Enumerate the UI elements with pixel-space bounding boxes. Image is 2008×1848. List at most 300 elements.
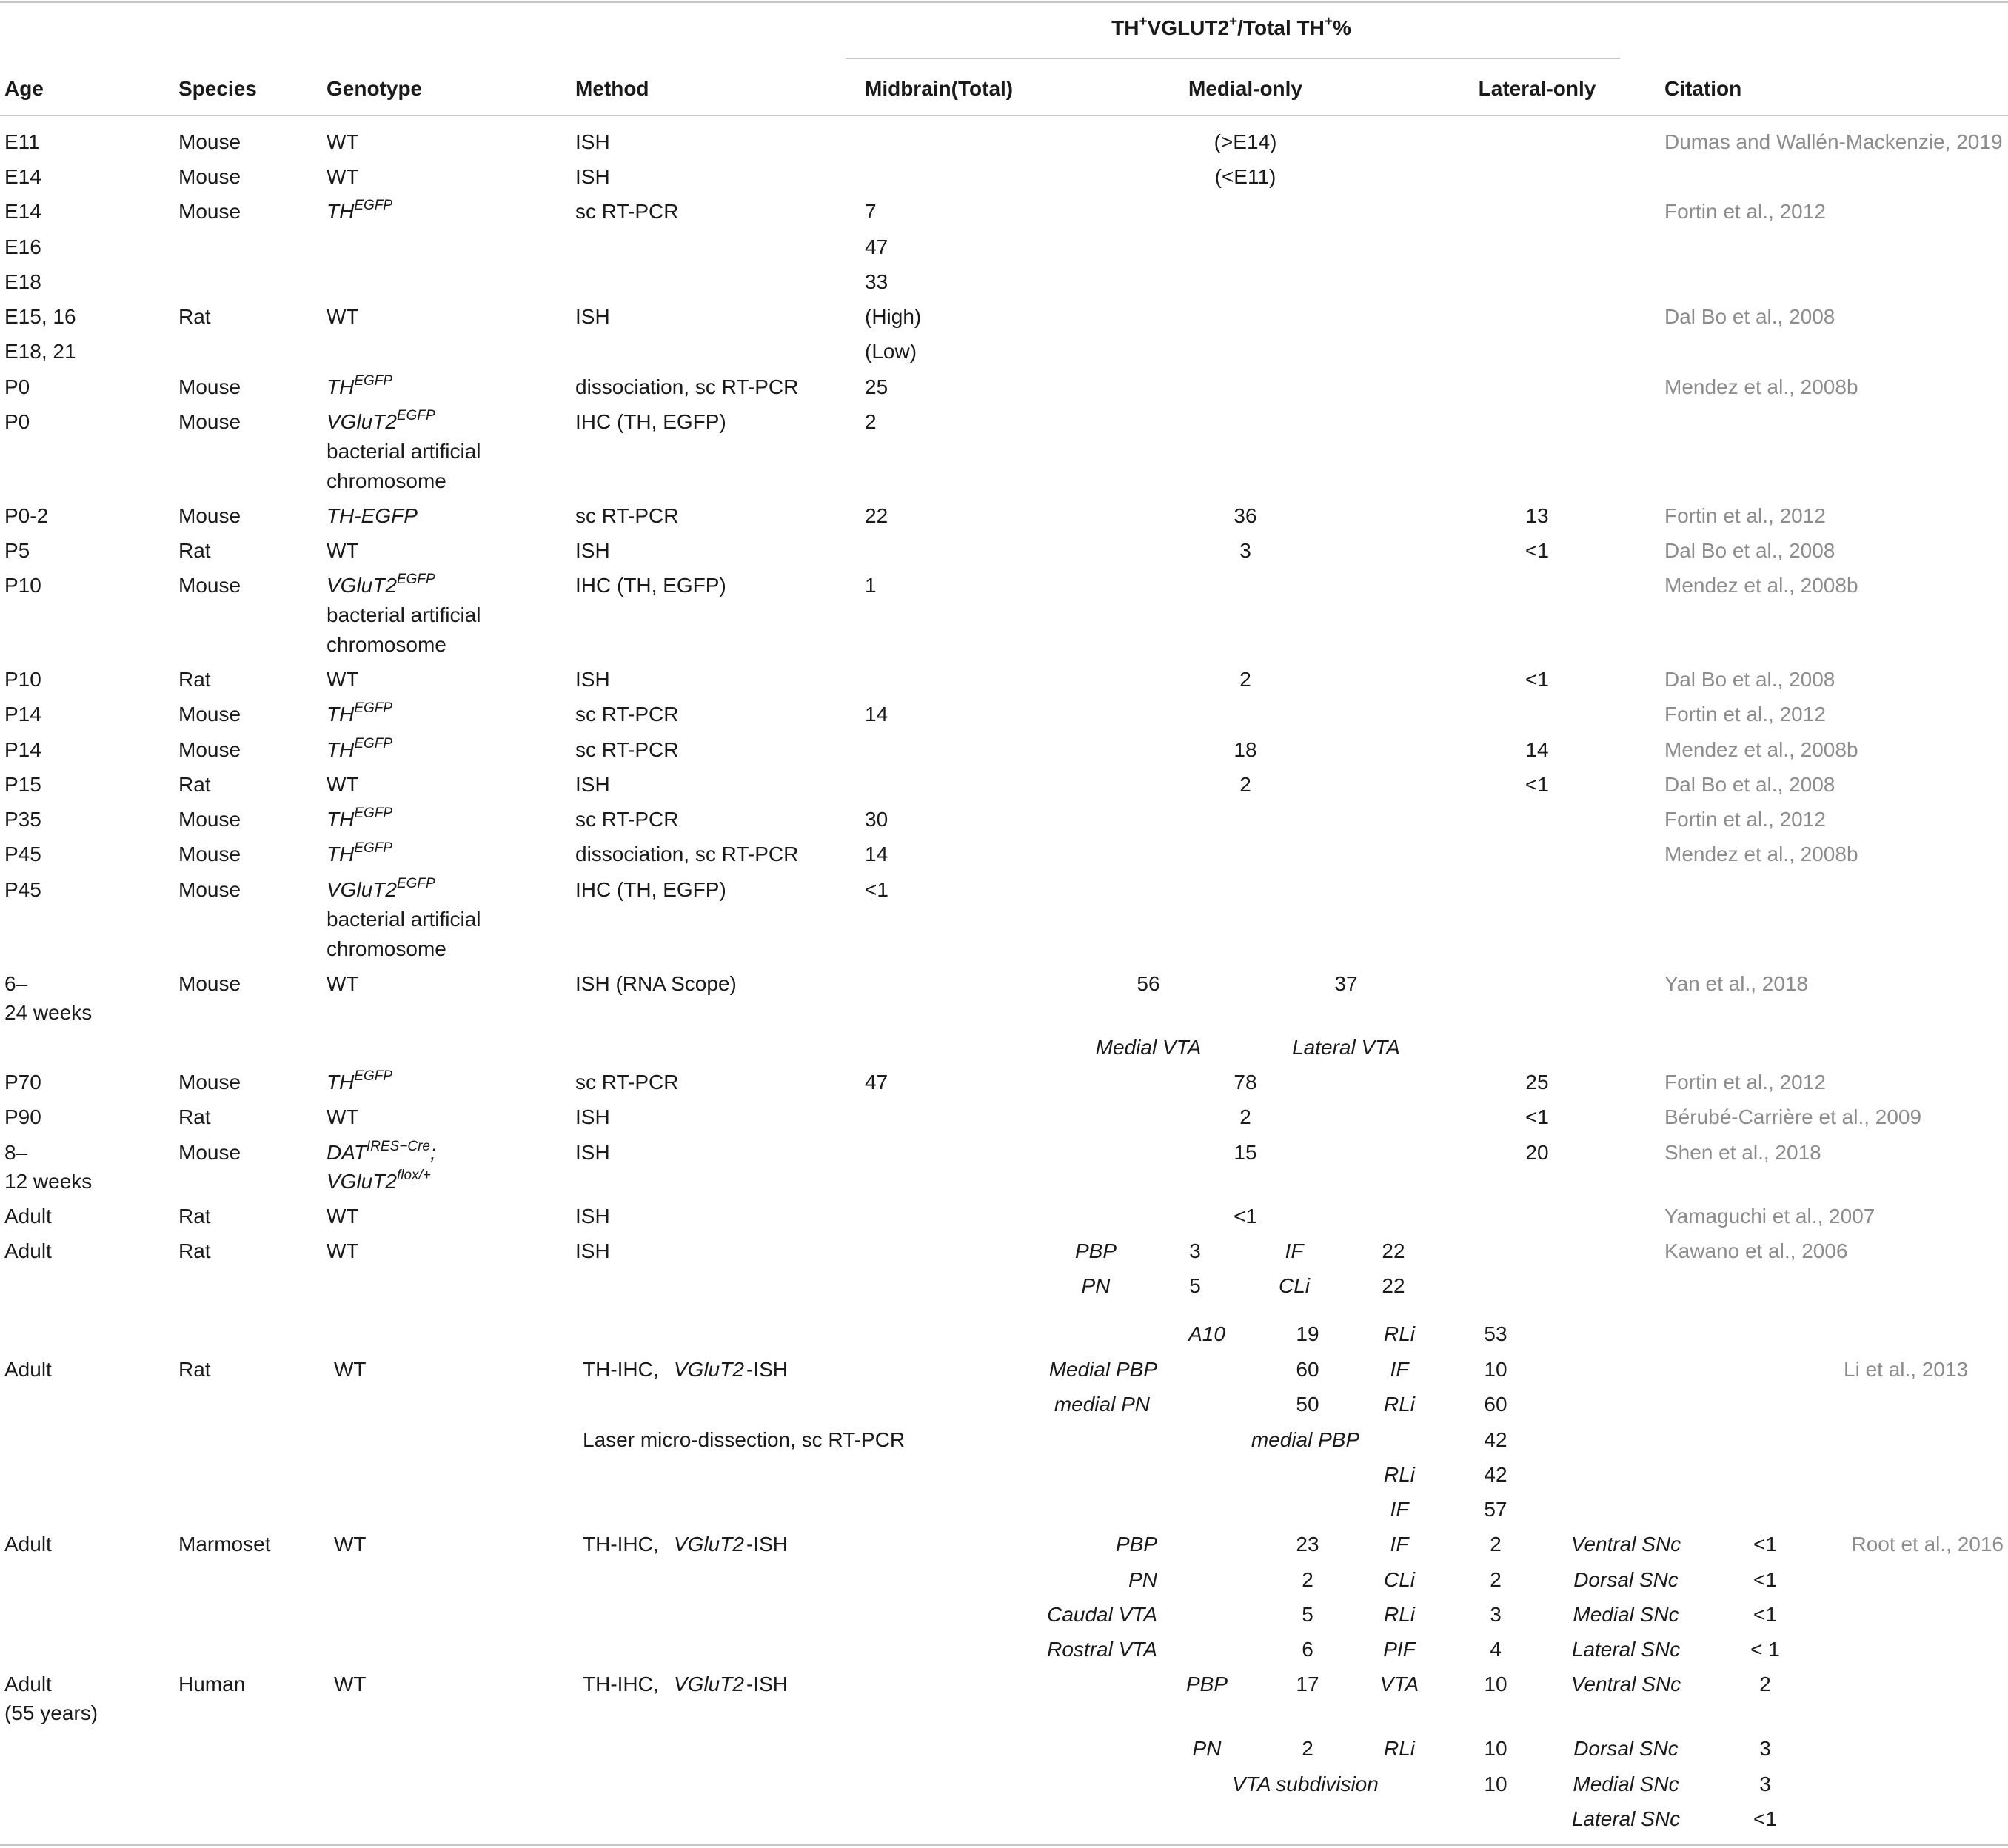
- cell-text: ISH: [575, 1141, 610, 1164]
- cell-superscript: EGFP: [396, 407, 435, 424]
- table-cell: [1571, 1671, 1681, 1698]
- table-cell: [178, 198, 241, 225]
- table-cell: [327, 771, 359, 798]
- cell-text: IF: [1285, 1239, 1304, 1262]
- table-cell: [4, 503, 48, 529]
- table-cell: [178, 409, 241, 435]
- table-cell: [1490, 1601, 1502, 1628]
- citation-cell: [1664, 1139, 1821, 1166]
- table-cell: [865, 198, 877, 225]
- table-cell: [327, 632, 446, 658]
- cell-text: Medial SNc: [1573, 1603, 1679, 1626]
- cell-text: Ventral SNc: [1570, 1673, 1681, 1695]
- table-cell: [1239, 771, 1251, 798]
- cell-text: 3: [1490, 1603, 1502, 1626]
- table-cell: [4, 971, 27, 997]
- cell-superscript: EGFP: [354, 840, 393, 856]
- cell-text: Mouse: [178, 200, 241, 223]
- cell-text: 2: [865, 410, 877, 433]
- table-cell: [1525, 503, 1548, 529]
- cell-text: 18: [1234, 738, 1257, 761]
- table-cell: [1334, 971, 1357, 997]
- cell-text: Rat: [178, 1205, 211, 1228]
- table-cell: [1753, 1806, 1777, 1832]
- table-cell: [575, 971, 737, 997]
- cell-text: WT: [327, 539, 359, 562]
- table-cell: [327, 971, 359, 997]
- table-cell: [1285, 1238, 1304, 1265]
- table-cell: [865, 877, 888, 903]
- table-cell: [1490, 1567, 1502, 1593]
- table-cell: [4, 1671, 52, 1698]
- table-cell: [865, 338, 917, 365]
- table-cell: [327, 1238, 359, 1265]
- cell-text: 14: [865, 843, 888, 866]
- cell-text: chromosome: [327, 937, 446, 960]
- table-cell: [327, 468, 446, 495]
- citation-cell: [1844, 1356, 1968, 1383]
- cell-text: 10: [1484, 1673, 1507, 1695]
- table-cell: [178, 877, 241, 903]
- table-cell: [4, 538, 30, 564]
- cell-text: TH: [327, 808, 355, 831]
- cell-text: 2: [1239, 1105, 1251, 1128]
- cell-text: 14: [1525, 738, 1549, 761]
- table-cell: [178, 538, 211, 564]
- cell-text: Li et al., 2013: [1844, 1358, 1969, 1381]
- table-cell: [4, 1531, 52, 1558]
- group-header: TH+VGLUT2+/Total TH+%: [1111, 13, 1351, 39]
- table-cell: [178, 1139, 241, 1166]
- cell-text: VGluT2: [327, 1170, 397, 1193]
- column-header-lateral-only: Lateral-only: [1478, 77, 1596, 100]
- cell-text: 22: [865, 504, 888, 527]
- table-cell: [865, 409, 877, 435]
- cell-text: Adult: [4, 1239, 52, 1262]
- cell-text: 8–: [4, 1141, 28, 1164]
- cell-text: Lateral SNc: [1571, 1807, 1681, 1830]
- cell-text: 7: [865, 200, 877, 223]
- table-cell: [1302, 1601, 1313, 1628]
- table-cell: [4, 164, 41, 190]
- table-cell: [4, 234, 41, 261]
- cell-text: ISH: [575, 1105, 610, 1128]
- table-cell: [575, 841, 798, 868]
- table-cell: [1525, 538, 1549, 564]
- table-cell: [575, 771, 610, 798]
- cell-text: A10: [1188, 1322, 1225, 1345]
- table-cell: [178, 164, 241, 190]
- cell-text: bacterial artificial: [327, 603, 481, 626]
- cell-text: Fortin et al., 2012: [1664, 808, 1826, 831]
- table-cell: [583, 1427, 905, 1453]
- cell-text: 24 weeks: [4, 1001, 93, 1024]
- cell-text: (>E14): [1214, 130, 1277, 153]
- cell-text: <1: [1525, 773, 1549, 796]
- cell-text: ISH: [575, 1239, 610, 1262]
- cell-text: ISH: [575, 668, 610, 691]
- cell-text: VTA: [1379, 1673, 1419, 1695]
- cell-text: PN: [1081, 1274, 1111, 1297]
- cell-text: sc RT-PCR: [575, 808, 679, 831]
- cell-text: IHC (TH, EGFP): [575, 574, 726, 597]
- column-header-genotype: Genotype: [327, 77, 423, 100]
- cell-text: WT: [327, 668, 359, 691]
- table-cell: [674, 1531, 744, 1558]
- cell-text: 1: [865, 574, 877, 597]
- citation-cell: [1664, 1238, 1848, 1265]
- table-cell: [1251, 1427, 1359, 1453]
- cell-text: 20: [1525, 1141, 1549, 1164]
- table-cell: [674, 1356, 744, 1383]
- cell-text: Mouse: [178, 504, 241, 527]
- cell-text: Yan et al., 2018: [1664, 972, 1809, 995]
- cell-text: medial PBP: [1251, 1428, 1360, 1451]
- table-cell: [178, 1069, 241, 1096]
- cell-text: <1: [1525, 1105, 1549, 1128]
- table-cell: [1571, 1531, 1681, 1558]
- cell-text: Lateral SNc: [1571, 1638, 1681, 1661]
- cell-text: Adult: [4, 1533, 52, 1556]
- cell-text: Mouse: [178, 574, 241, 597]
- table-cell: [1390, 1496, 1409, 1523]
- cell-text: TH: [327, 375, 355, 398]
- table-cell: [178, 1356, 211, 1383]
- table-cell: [865, 503, 888, 529]
- table-cell: [178, 666, 211, 693]
- citation-cell: [1664, 1104, 1921, 1131]
- table-cell: [1215, 164, 1276, 190]
- cell-text: 25: [865, 375, 888, 398]
- cell-text: Rostral VTA: [1047, 1638, 1157, 1661]
- table-cell: [1390, 1356, 1409, 1383]
- cell-text: Medial VTA: [1095, 1036, 1202, 1059]
- cell-text: CLi: [1383, 1568, 1416, 1591]
- cell-text: TH-IHC,: [583, 1358, 659, 1381]
- table-cell: [575, 538, 610, 564]
- cell-suffix: ;: [429, 1141, 436, 1164]
- table-cell: [575, 1203, 610, 1230]
- table-cell: [1484, 1671, 1507, 1698]
- table-cell: [575, 1069, 679, 1096]
- cell-text: 14: [865, 703, 888, 726]
- cell-text: Rat: [178, 539, 211, 562]
- table-cell: [746, 1671, 788, 1698]
- cell-text: Mendez et al., 2008b: [1664, 574, 1858, 597]
- table-cell: [1296, 1391, 1319, 1418]
- cell-text: 47: [865, 235, 888, 258]
- cell-text: PBP: [1185, 1673, 1228, 1695]
- table-cell: [1484, 1321, 1507, 1348]
- table-cell: [1573, 1771, 1679, 1798]
- table-cell: [327, 1104, 359, 1131]
- cell-text: <1: [1753, 1603, 1777, 1626]
- cell-superscript: EGFP: [354, 372, 393, 389]
- table-cell: [327, 936, 446, 962]
- table-cell: [583, 1671, 659, 1698]
- table-cell: [1239, 1104, 1251, 1131]
- table-cell: [327, 198, 392, 225]
- table-cell: [1234, 1069, 1256, 1096]
- column-header-method: Method: [575, 77, 649, 100]
- table-cell: [327, 602, 481, 629]
- table-cell: [575, 701, 679, 728]
- table-cell: [4, 1104, 41, 1131]
- cell-text: -ISH: [746, 1533, 788, 1556]
- table-cell: [178, 701, 241, 728]
- cell-text: Caudal VTA: [1047, 1603, 1157, 1626]
- table-cell: [865, 304, 921, 330]
- cell-superscript: EGFP: [354, 805, 393, 821]
- cell-text: Mendez et al., 2008b: [1664, 843, 1858, 866]
- cell-text: 36: [1234, 504, 1257, 527]
- cell-text: 19: [1296, 1322, 1319, 1345]
- cell-text: 57: [1484, 1498, 1507, 1521]
- table-cell: [4, 1203, 52, 1230]
- cell-text: Mouse: [178, 165, 241, 188]
- table-cell: [1302, 1735, 1313, 1762]
- cell-text: WT: [327, 1239, 359, 1262]
- header-rule: [0, 115, 2008, 116]
- table-cell: [327, 737, 392, 763]
- table-cell: [1234, 503, 1256, 529]
- table-cell: [575, 1104, 610, 1131]
- table-cell: [1484, 1462, 1507, 1488]
- table-cell: [1384, 1321, 1415, 1348]
- table-cell: [1137, 971, 1159, 997]
- table-cell: [1096, 1034, 1202, 1061]
- cell-text: VGluT2: [674, 1358, 744, 1381]
- cell-text: Mouse: [178, 738, 241, 761]
- table-cell: [178, 737, 241, 763]
- cell-text: ISH: [575, 305, 610, 328]
- cell-text: Mouse: [178, 1141, 241, 1164]
- cell-text: TH: [327, 1071, 355, 1094]
- cell-text: P45: [4, 878, 41, 901]
- table-cell: [1047, 1636, 1157, 1663]
- table-cell: [1525, 1104, 1549, 1131]
- table-cell: [1573, 1567, 1679, 1593]
- cell-text: TH-EGFP: [327, 504, 418, 527]
- cell-text: 15: [1234, 1141, 1257, 1164]
- table-cell: [327, 438, 481, 465]
- table-cell: [1484, 1356, 1507, 1383]
- cell-text: 6: [1302, 1638, 1313, 1661]
- cell-text: Mouse: [178, 808, 241, 831]
- cell-text: RLi: [1383, 1737, 1416, 1760]
- cell-text: <1: [1525, 539, 1549, 562]
- cell-text: bacterial artificial: [327, 908, 481, 931]
- citation-cell: [1664, 1203, 1875, 1230]
- cell-text: P5: [4, 539, 30, 562]
- table-cell: [178, 129, 241, 155]
- table-cell: [1128, 1567, 1157, 1593]
- cell-text: ISH (RNA Scope): [575, 972, 737, 995]
- table-cell: [583, 1531, 659, 1558]
- cell-text: <1: [1753, 1807, 1777, 1830]
- cell-text: WT: [334, 1673, 367, 1695]
- table-cell: [327, 841, 392, 868]
- cell-text: Adult: [4, 1358, 52, 1381]
- cell-text: Laser micro-dissection, sc RT-PCR: [583, 1428, 906, 1451]
- cell-text: 22: [1382, 1274, 1405, 1297]
- table-cell: [4, 269, 41, 295]
- cell-text: WT: [327, 1105, 359, 1128]
- cell-text: Yamaguchi et al., 2007: [1664, 1205, 1875, 1228]
- table-cell: [4, 737, 41, 763]
- table-cell: [1573, 1735, 1679, 1762]
- table-cell: [4, 701, 41, 728]
- table-cell: [575, 806, 679, 833]
- table-cell: [1292, 1034, 1400, 1061]
- cell-text: Rat: [178, 305, 211, 328]
- cell-text: P10: [4, 574, 41, 597]
- table-cell: [575, 164, 610, 190]
- cell-text: RLi: [1383, 1603, 1416, 1626]
- table-cell: [746, 1356, 788, 1383]
- table-cell: [1189, 1273, 1201, 1299]
- table-cell: [865, 572, 877, 599]
- cell-text: dissociation, sc RT-PCR: [575, 843, 799, 866]
- cell-text: Mouse: [178, 703, 241, 726]
- cell-text: Rat: [178, 1358, 211, 1381]
- cell-text: chromosome: [327, 469, 446, 492]
- table-cell: [575, 304, 610, 330]
- table-cell: [1302, 1567, 1313, 1593]
- table-cell: [178, 1531, 270, 1558]
- cell-text: WT: [327, 1205, 359, 1228]
- table-cell: [1302, 1636, 1313, 1663]
- table-cell: [674, 1671, 744, 1698]
- cell-text: (Low): [865, 340, 917, 363]
- table-cell: [1573, 1601, 1679, 1628]
- table-cell: [334, 1531, 367, 1558]
- bottom-rule: [0, 1844, 2008, 1846]
- cell-text: ISH: [575, 1205, 610, 1228]
- table-cell: [327, 304, 359, 330]
- cell-text: P0-2: [4, 504, 49, 527]
- cell-text: ISH: [575, 773, 610, 796]
- cell-text: Dal Bo et al., 2008: [1664, 668, 1835, 691]
- cell-superscript: flox/+: [396, 1167, 431, 1183]
- table-cell: [327, 701, 392, 728]
- table-cell: [327, 129, 359, 155]
- cell-text: Mouse: [178, 972, 241, 995]
- table-cell: [327, 1203, 359, 1230]
- table-cell: [583, 1356, 659, 1383]
- table-cell: [1279, 1273, 1310, 1299]
- table-cell: [1234, 737, 1256, 763]
- cell-text: Marmoset: [178, 1533, 271, 1556]
- column-header-species: Species: [178, 77, 257, 100]
- cell-text: Mouse: [178, 375, 241, 398]
- cell-text: Kawano et al., 2006: [1664, 1239, 1848, 1262]
- table-cell: [178, 841, 241, 868]
- table-cell: [178, 1238, 211, 1265]
- table-cell: [1382, 1238, 1405, 1265]
- cell-text: 53: [1484, 1322, 1507, 1345]
- cell-text: Adult: [4, 1205, 52, 1228]
- cell-text: Fortin et al., 2012: [1664, 200, 1826, 223]
- table-cell: [746, 1531, 788, 1558]
- table-cell: [1082, 1273, 1111, 1299]
- cell-text: IF: [1390, 1498, 1409, 1521]
- cell-text: P10: [4, 668, 41, 691]
- cell-text: <1: [1234, 1205, 1257, 1228]
- cell-text: 3: [1189, 1239, 1201, 1262]
- table-cell: [865, 269, 888, 295]
- citation-cell: [1664, 841, 1858, 868]
- table-cell: [178, 1104, 211, 1131]
- cell-text: P14: [4, 738, 41, 761]
- column-header-medial-only: Medial-only: [1188, 77, 1303, 100]
- table-cell: [4, 806, 41, 833]
- cell-text: 10: [1484, 1737, 1507, 1760]
- table-cell: [1753, 1601, 1777, 1628]
- column-header-midbrain-total: Midbrain(Total): [865, 77, 1014, 100]
- cell-text: E18, 21: [4, 340, 76, 363]
- table-cell: [178, 374, 241, 401]
- cell-text: (55 years): [4, 1701, 98, 1724]
- table-cell: [178, 971, 241, 997]
- table-cell: [1490, 1636, 1502, 1663]
- table-cell: [1572, 1636, 1680, 1663]
- cell-text: dissociation, sc RT-PCR: [575, 375, 799, 398]
- table-cell: [865, 1069, 888, 1096]
- cell-text: Dal Bo et al., 2008: [1664, 305, 1835, 328]
- table-cell: [4, 1238, 52, 1265]
- cell-superscript: EGFP: [354, 1068, 393, 1084]
- cell-text: 42: [1484, 1428, 1507, 1451]
- table-cell: [327, 906, 481, 933]
- citation-cell: [1664, 737, 1858, 763]
- table-cell: [1484, 1771, 1507, 1798]
- cell-text: 13: [1525, 504, 1549, 527]
- cell-text: VGluT2: [327, 410, 397, 433]
- cell-text: E11: [4, 130, 40, 153]
- table-cell: [178, 806, 241, 833]
- table-cell: [327, 409, 435, 435]
- table-cell: [327, 1139, 436, 1166]
- table-cell: [1490, 1531, 1502, 1558]
- cell-text: P0: [4, 410, 30, 433]
- cell-text: <1: [1525, 668, 1549, 691]
- cell-text: WT: [334, 1533, 367, 1556]
- cell-text: Dal Bo et al., 2008: [1664, 773, 1835, 796]
- table-cell: [178, 771, 211, 798]
- table-cell: [1384, 1735, 1415, 1762]
- cell-superscript: EGFP: [354, 700, 393, 716]
- table-cell: [865, 701, 888, 728]
- cell-text: 78: [1234, 1071, 1257, 1094]
- cell-text: Fortin et al., 2012: [1664, 504, 1826, 527]
- citation-cell: [1664, 129, 2003, 155]
- table-cell: [327, 806, 392, 833]
- cell-text: <1: [865, 878, 888, 901]
- column-header-citation: Citation: [1664, 77, 1742, 100]
- cell-text: RLi: [1383, 1463, 1416, 1486]
- cell-text: DAT: [327, 1141, 367, 1164]
- table-cell: [1753, 1567, 1777, 1593]
- cell-text: E15, 16: [4, 305, 76, 328]
- table-cell: [1054, 1391, 1150, 1418]
- cell-text: WT: [327, 773, 359, 796]
- cell-text: 10: [1484, 1772, 1507, 1795]
- cell-text: bacterial artificial: [327, 440, 481, 463]
- table-cell: [575, 877, 726, 903]
- table-cell: [4, 841, 41, 868]
- cell-superscript: EGFP: [396, 571, 435, 587]
